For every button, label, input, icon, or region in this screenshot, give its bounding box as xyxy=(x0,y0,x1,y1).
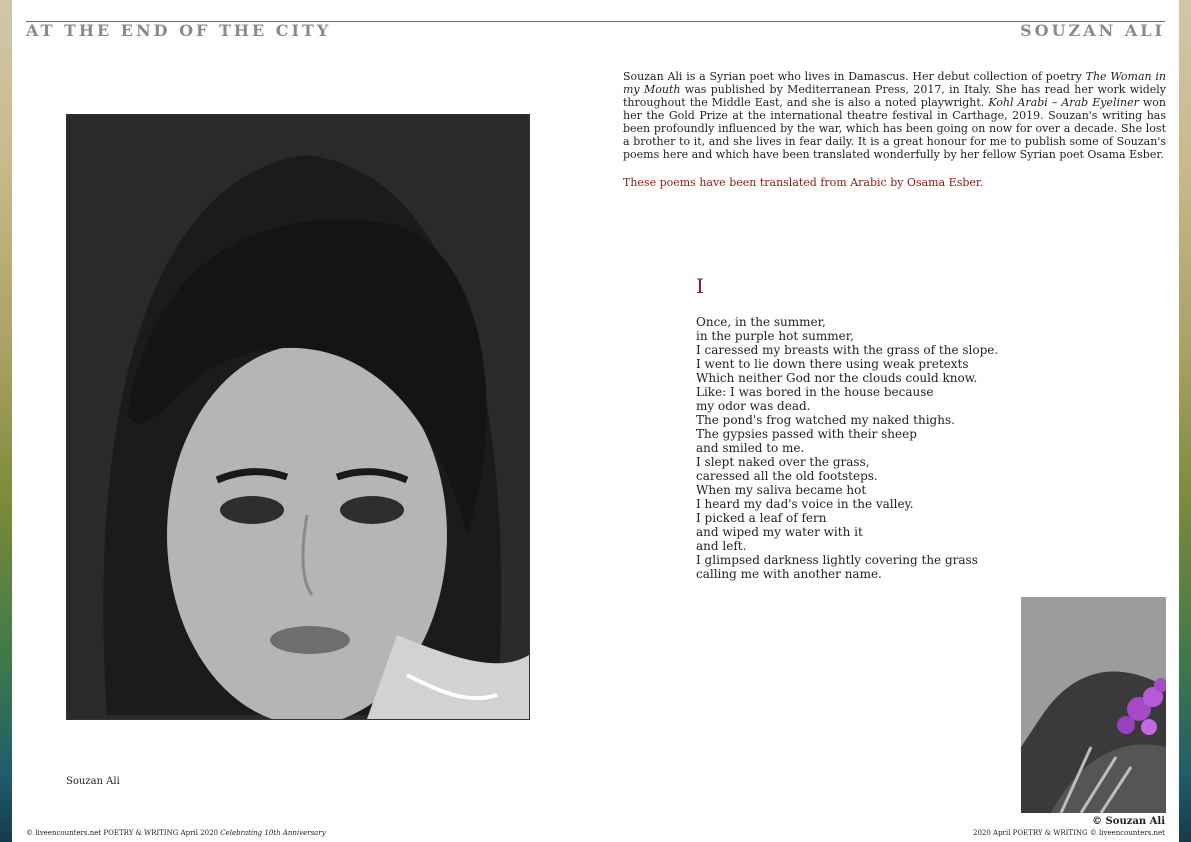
footer-right: 2020 April POETRY & WRITING © liveencounters.net xyxy=(972,829,1165,837)
author-bio xyxy=(623,70,1166,161)
footer-left-text: © liveencounters.net POETRY & WRITING April 2020 xyxy=(26,829,221,837)
poem-number: I xyxy=(696,274,704,298)
poem-line: calling me with another name. xyxy=(696,567,882,581)
poem-line: Once, in the summer, xyxy=(696,315,826,329)
play-title: Kohl Arabi – Arab Eyeliner xyxy=(988,96,1139,109)
portrait-caption: Souzan Ali xyxy=(66,776,120,787)
bio-text: won her the Gold Prize at the international theatre festival in Carthage, 2019. Souzan's writing has been profoundly influenced by the war, which has been going on now for over a decade. She lost a brother to it, and she lives in fear daily. It is a great honour for me to publish some of Souzan's poems here and which have been translated wonderfully by her fellow Syrian poet Osama Esber. xyxy=(623,96,1166,161)
right-decorative-edge xyxy=(1179,0,1191,842)
flower-image xyxy=(1021,597,1166,813)
footer-anniversary: Celebrating 10th Anniversary xyxy=(220,829,326,837)
poem-line: The gypsies passed with their sheep xyxy=(696,427,917,441)
bio-text: Souzan Ali is a Syrian poet who lives in Damascus. Her debut collection of poetry xyxy=(623,70,1086,83)
photo-credit: © Souzan Ali xyxy=(1092,816,1165,827)
author-portrait xyxy=(66,114,530,720)
poem-line: and smiled to me. xyxy=(696,441,805,455)
poem-line: Which neither God nor the clouds could know. xyxy=(696,371,978,385)
poem-line: The pond's frog watched my naked thighs. xyxy=(696,413,955,427)
magazine-page xyxy=(12,0,1179,842)
poem-line: and left. xyxy=(696,539,747,553)
poem-line: I glimpsed darkness lightly covering the grass xyxy=(696,553,978,567)
book-title: The Woman in my Mouth xyxy=(623,70,1166,96)
poem-line: I slept naked over the grass, xyxy=(696,455,870,469)
footer-left xyxy=(26,829,326,837)
poem-line: When my saliva became hot xyxy=(696,483,867,497)
author-title: SOUZAN ALI xyxy=(1020,21,1165,40)
flower-photo xyxy=(1021,597,1166,813)
poem-line: I went to lie down there using weak pretexts xyxy=(696,357,969,371)
left-decorative-edge xyxy=(0,0,12,842)
portrait-image xyxy=(67,115,529,719)
poem-line: Like: I was bored in the house because xyxy=(696,385,934,399)
translator-note: These poems have been translated from Arabic by Osama Esber. xyxy=(623,176,984,189)
section-title: AT THE END OF THE CITY xyxy=(26,21,332,40)
poem-line: I picked a leaf of fern xyxy=(696,511,827,525)
poem-line: caressed all the old footsteps. xyxy=(696,469,878,483)
poem-line: and wiped my water with it xyxy=(696,525,863,539)
bio-text: was published by Mediterranean Press, 2017, in Italy. She has read her work widely throughout the Middle East, and she is also a noted playwright. xyxy=(623,83,1166,109)
poem-line: my odor was dead. xyxy=(696,399,811,413)
poem-line: I caressed my breasts with the grass of the slope. xyxy=(696,343,999,357)
poem-body xyxy=(696,315,1016,581)
poem-line: I heard my dad's voice in the valley. xyxy=(696,497,914,511)
poem-line: in the purple hot summer, xyxy=(696,329,854,343)
